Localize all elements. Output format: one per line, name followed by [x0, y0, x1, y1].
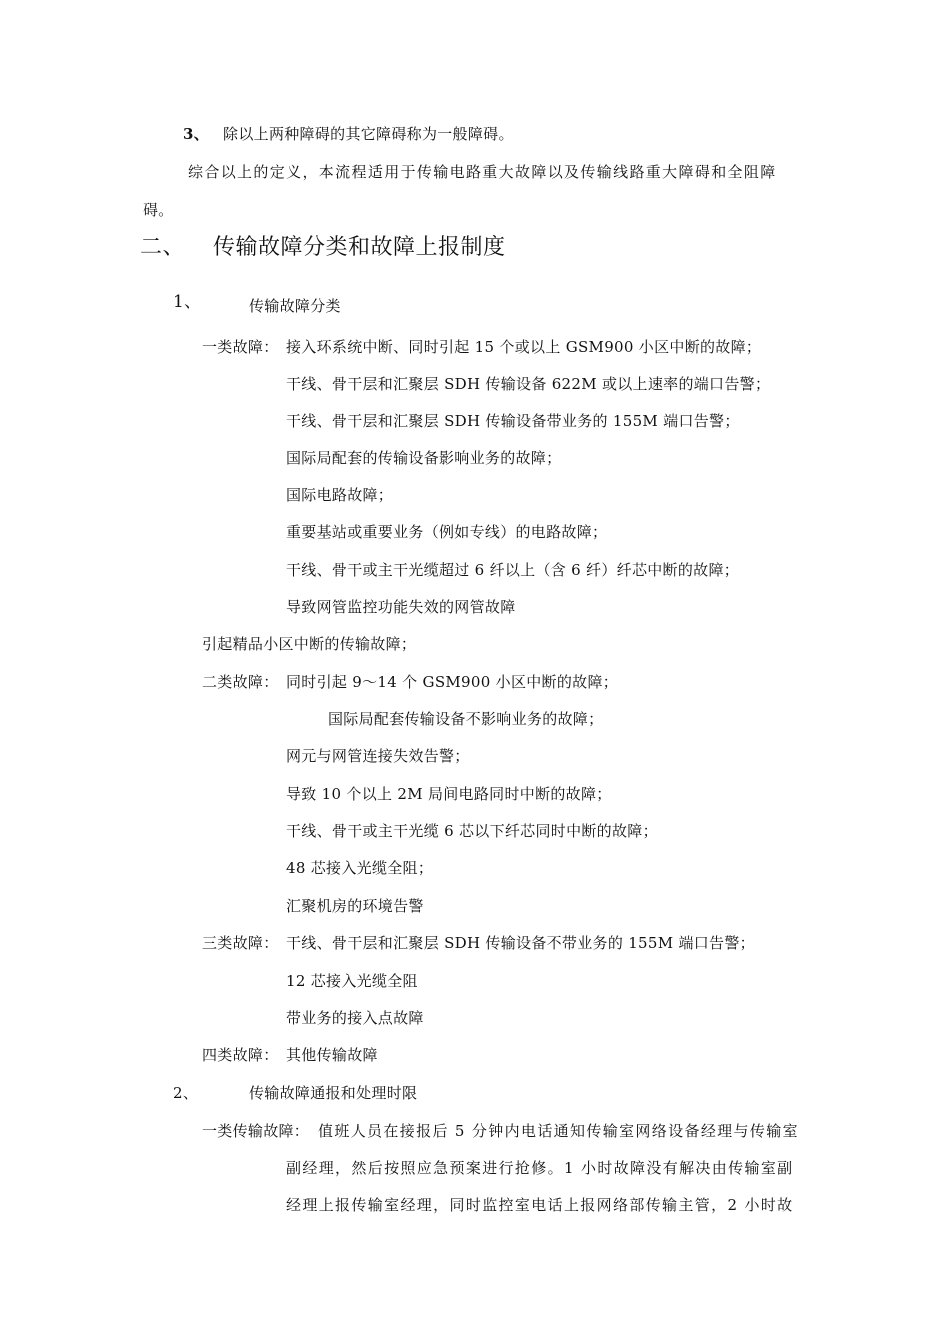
- section-2-title: 传输故障分类和故障上报制度: [213, 235, 506, 260]
- class-1-item: 干线、骨干层和汇聚层 SDH 传输设备 622M 或以上速率的端口告警；: [286, 375, 771, 393]
- class-1-first: 接入环系统中断、同时引起 15 个或以上 GSM900 小区中断的故障；: [286, 338, 762, 356]
- class-2-first: 同时引起 9～14 个 GSM900 小区中断的故障；: [286, 673, 619, 691]
- subsection-2-number: 2、: [173, 1084, 199, 1102]
- class-4-first: 其他传输故障: [286, 1046, 378, 1064]
- item-3-line: [183, 124, 514, 144]
- summary-line-1: 综合以上的定义，本流程适用于传输电路重大故障以及传输线路重大障碍和全阻障: [188, 163, 777, 181]
- subsection-1-number: 1、: [173, 292, 202, 312]
- class-1-item: 国际局配套的传输设备影响业务的故障；: [286, 449, 562, 467]
- report-1-line-3: 经理上报传输室经理，同时监控室电话上报网络部传输主管，2 小时故: [286, 1196, 794, 1214]
- subsection-1-title: 传输故障分类: [249, 297, 341, 315]
- report-1-line-1: 值班人员在接报后 5 分钟内电话通知传输室网络设备经理与传输室: [318, 1122, 799, 1140]
- item-3-number: 3、: [183, 125, 210, 143]
- class-1-item: 重要基站或重要业务（例如专线）的电路故障；: [286, 523, 608, 541]
- class-1-item: 国际电路故障；: [286, 486, 394, 504]
- class-3-item: 12 芯接入光缆全阻: [286, 972, 418, 990]
- class-3-item: 带业务的接入点故障: [286, 1009, 424, 1027]
- report-1-line-2: 副经理，然后按照应急预案进行抢修。1 小时故障没有解决由传输室副: [286, 1159, 794, 1177]
- item-3-text: 除以上两种障碍的其它障碍称为一般障碍。: [223, 125, 514, 143]
- class-2-item: 干线、骨干或主干光缆 6 芯以下纤芯同时中断的故障；: [286, 822, 658, 840]
- class-2-item: 导致 10 个以上 2M 局间电路同时中断的故障；: [286, 785, 612, 803]
- class-2-item: 48 芯接入光缆全阻；: [286, 859, 434, 877]
- class-2-label: 二类故障：: [202, 673, 279, 691]
- class-2-item: 网元与网管连接失效告警；: [286, 747, 470, 765]
- section-2-number: 二、: [140, 235, 186, 260]
- report-1-label: 一类传输故障：: [202, 1122, 310, 1140]
- class-2-indented-item: 国际局配套传输设备不影响业务的故障；: [328, 710, 604, 728]
- class-1-label: 一类故障：: [202, 338, 279, 356]
- subsection-2-title: 传输故障通报和处理时限: [249, 1084, 418, 1102]
- summary-line-2: 碍。: [143, 201, 174, 219]
- class-4-label: 四类故障：: [202, 1046, 279, 1064]
- class-1-extra: 引起精品小区中断的传输故障；: [202, 635, 417, 653]
- class-3-label: 三类故障：: [202, 934, 279, 952]
- class-1-item: 导致网管监控功能失效的网管故障: [286, 598, 516, 616]
- class-2-item: 汇聚机房的环境告警: [286, 897, 424, 915]
- class-3-first: 干线、骨干层和汇聚层 SDH 传输设备不带业务的 155M 端口告警；: [286, 934, 755, 952]
- class-1-item: 干线、骨干层和汇聚层 SDH 传输设备带业务的 155M 端口告警；: [286, 412, 740, 430]
- class-1-item: 干线、骨干或主干光缆超过 6 纤以上（含 6 纤）纤芯中断的故障；: [286, 561, 740, 579]
